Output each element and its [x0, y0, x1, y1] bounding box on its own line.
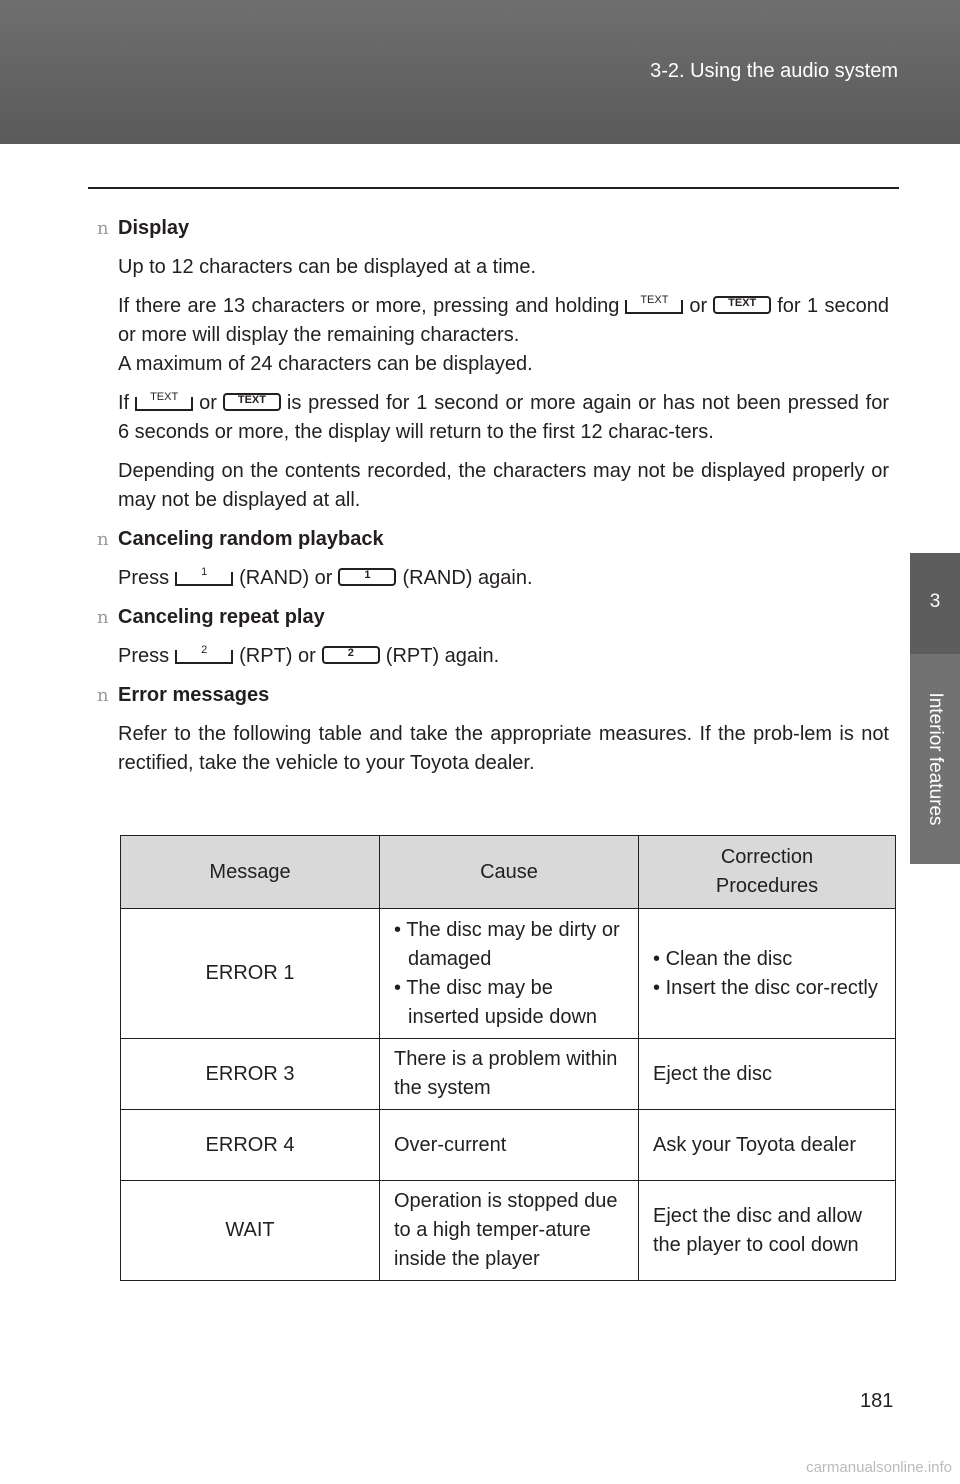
chapter-tab-number [910, 553, 960, 654]
text-button-icon: TEXT [223, 393, 281, 411]
random-p: Press 1 (RAND) or 1 (RAND) again. [118, 566, 533, 589]
cause-item: • The disc may be dirty or damaged [394, 918, 620, 970]
cause-cell [380, 909, 639, 1039]
bullet-icon: n [97, 607, 109, 628]
display-p3: A maximum of 24 characters can be displayed. [118, 353, 533, 375]
table-row [121, 1039, 896, 1110]
page-number: 181 [860, 1390, 894, 1412]
button-2-icon: 2 [322, 646, 380, 664]
message-cell: ERROR 3 [121, 1039, 380, 1110]
correction-cell [639, 909, 896, 1039]
display-p5: Depending on the contents recorded, the characters may not be displayed properly or may not be displayed at all. [118, 460, 889, 511]
bullet-icon: n [97, 685, 109, 706]
message-cell: ERROR 1 [121, 909, 380, 1039]
table-row [121, 1110, 896, 1181]
correction-item: • Clean the disc [653, 947, 793, 970]
random-heading: n Canceling random playback [97, 525, 889, 554]
cause-cell: There is a problem within the system [380, 1039, 639, 1110]
content-body [97, 214, 889, 778]
message-cell: ERROR 4 [121, 1110, 380, 1181]
text-button-icon: TEXT [625, 300, 683, 314]
correction-cell: Eject the disc [639, 1039, 896, 1110]
button-1-icon: 1 [175, 572, 233, 586]
correction-cell: Ask your Toyota dealer [639, 1110, 896, 1181]
display-heading: n Display [97, 214, 889, 243]
col-message: Message [121, 836, 380, 909]
correction-item: • Insert the disc cor-rectly [653, 976, 878, 999]
display-p4: If TEXT or TEXT is pressed for 1 second or more again or has not been pressed for 6 seconds or more, the display will return to the first 12 charac-ters. [118, 391, 889, 443]
header-rule [88, 187, 899, 189]
display-p1: Up to 12 characters can be displayed at a time. [118, 256, 537, 278]
repeat-p: Press 2 (RPT) or 2 (RPT) again. [118, 644, 500, 667]
chapter-tab-label [910, 654, 960, 864]
section-title: 3-2. Using the audio system [650, 60, 898, 82]
table-header-row [121, 836, 896, 909]
button-2-icon: 2 [175, 650, 233, 664]
table-row [121, 1181, 896, 1281]
table-row [121, 909, 896, 1039]
col-cause: Cause [380, 836, 639, 909]
cause-cell: Over-current [380, 1110, 639, 1181]
errors-p: Refer to the following table and take the appropriate measures. If the prob-lem is not rectified, take the vehicle to your Toyota dealer. [118, 723, 889, 774]
text-button-icon: TEXT [135, 397, 193, 411]
col-correction: Correction Procedures [639, 836, 896, 909]
errors-heading: n Error messages [97, 681, 889, 710]
button-1-icon: 1 [338, 568, 396, 586]
error-table [120, 835, 896, 1281]
display-p2: If there are 13 characters or more, pressing and holding TEXT or TEXT for 1 second or more will display the remaining characters. [118, 294, 889, 346]
repeat-heading: n Canceling repeat play [97, 603, 889, 632]
bullet-icon: n [97, 529, 109, 550]
cause-item: • The disc may be inserted upside down [394, 976, 598, 1028]
message-cell: WAIT [121, 1181, 380, 1281]
page-header [0, 0, 960, 144]
bullet-icon: n [97, 218, 109, 239]
watermark: carmanualsonline.info [806, 1459, 952, 1476]
chapter-number: 3 [929, 591, 941, 612]
text-button-icon: TEXT [713, 296, 771, 314]
correction-cell: Eject the disc and allow the player to cool down [639, 1181, 896, 1281]
chapter-label: Interior features [925, 692, 946, 826]
cause-cell: Operation is stopped due to a high temper-ature inside the player [380, 1181, 639, 1281]
